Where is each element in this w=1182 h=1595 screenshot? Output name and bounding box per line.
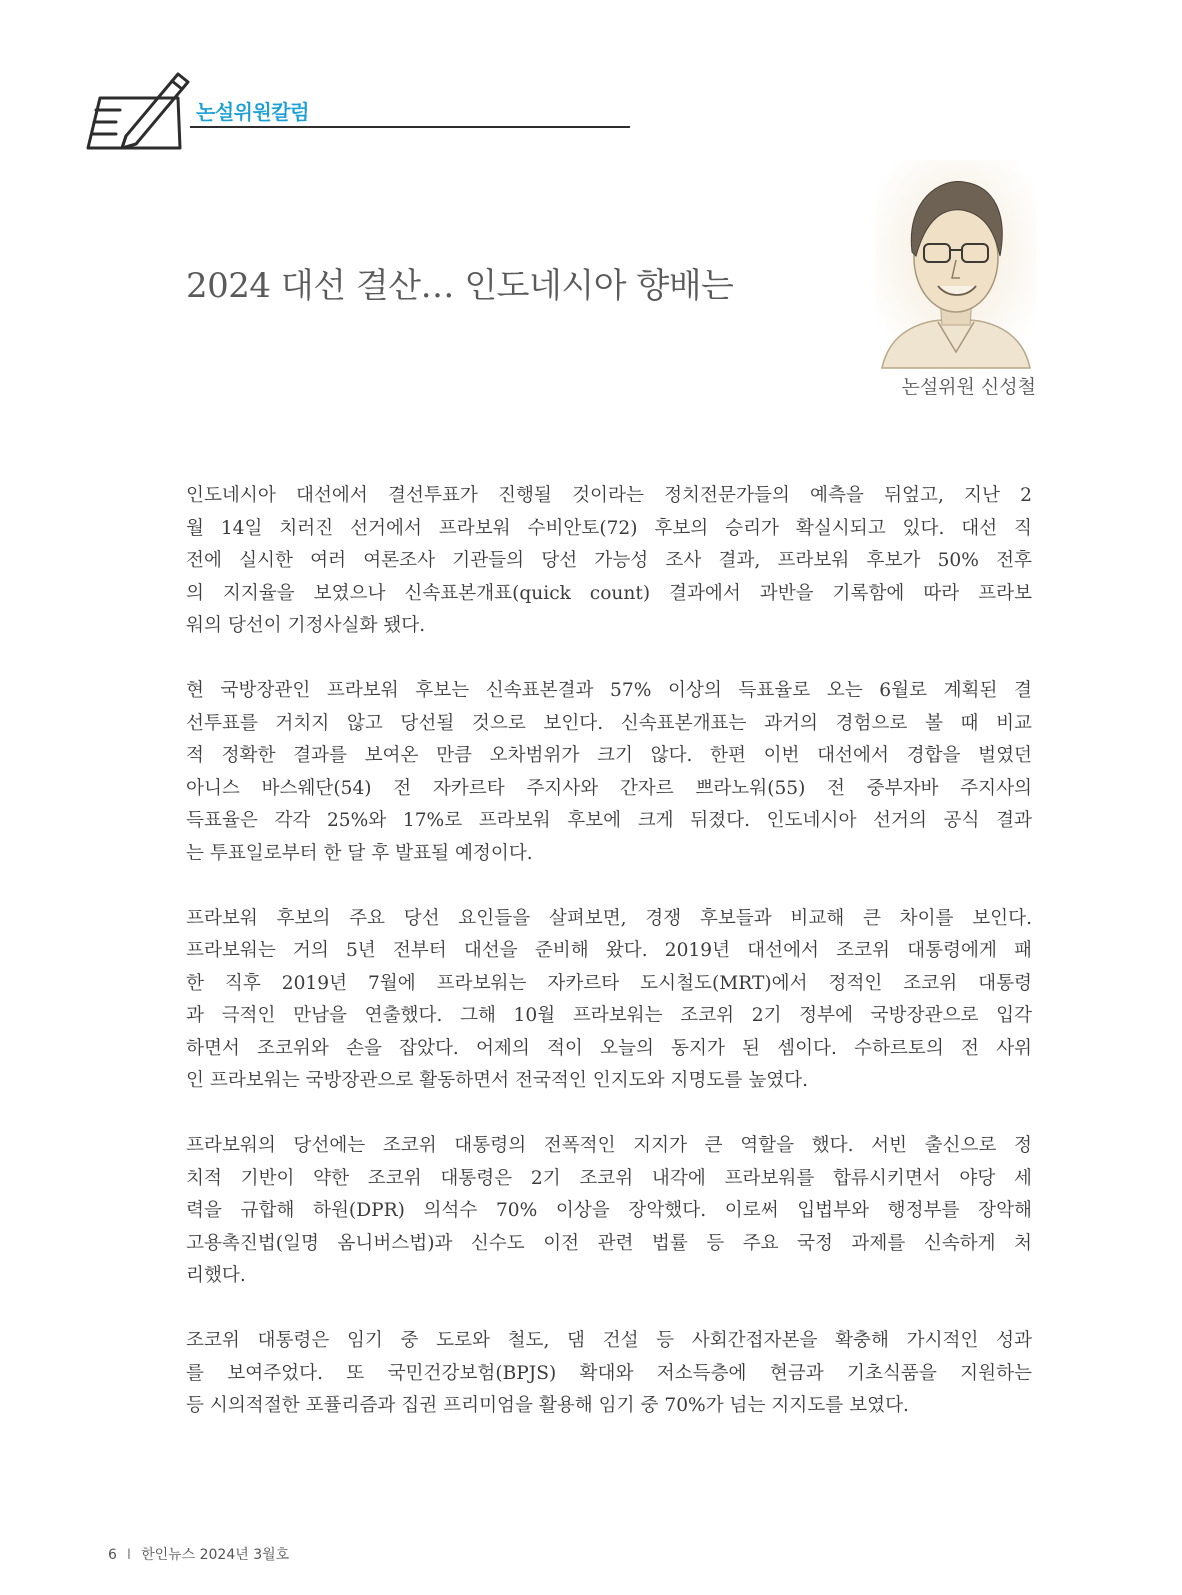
article-paragraph bbox=[186, 903, 1032, 1098]
paragraph-line: 프라보워의 당선에는 조코위 대통령의 전폭적인 지지가 큰 역할을 했다. 서빈 출신으로 정 bbox=[186, 1135, 1032, 1156]
paragraph-line: 고용촉진법(일명 옴니버스법)과 신수도 이전 관련 법률 등 주요 국정 과제를 신속하게 처 bbox=[186, 1232, 1032, 1254]
paragraph-line: 한 직후 2019년 7월에 프라보워는 자카르타 도시철도(MRT)에서 정적인 조코위 대통령 bbox=[186, 972, 1033, 994]
paragraph-line: 조코위 대통령은 임기 중 도로와 철도, 댐 건설 등 사회간접자본을 확충해 가시적인 성과 bbox=[186, 1330, 1032, 1351]
paragraph-line: 를 보여주었다. 또 국민건강보험(BPJS) 확대와 저소득층에 현금과 기초식품을 지원하는 bbox=[186, 1362, 1032, 1384]
paragraph-line: 전에 실시한 여러 여론조사 기관들의 당선 가능성 조사 결과, 프라보워 후보가 50% 전후 bbox=[186, 550, 1032, 571]
paragraph-line: 과 극적인 만남을 연출했다. 그해 10월 프라보워는 조코위 2기 정부에 국방장관으로 입각 bbox=[186, 1005, 1032, 1026]
paragraph-line: 등 시의적절한 포퓰리즘과 집권 프리미엄을 활용해 임기 중 70%가 넘는 지지도를 보였다. bbox=[186, 1395, 909, 1416]
paragraph-line: 력을 규합해 하원(DPR) 의석수 70% 이상을 장악했다. 이로써 입법부와 행정부를 장악해 bbox=[186, 1200, 1032, 1221]
article-body bbox=[186, 480, 1032, 1455]
paragraph-line: 인 프라보워는 국방장관으로 활동하면서 전국적인 인지도와 지명도를 높였다. bbox=[186, 1070, 809, 1091]
page-footer bbox=[108, 1544, 289, 1564]
header-divider bbox=[190, 126, 630, 128]
article-paragraph bbox=[186, 1325, 1032, 1423]
column-header bbox=[86, 64, 546, 154]
paragraph-line: 치적 기반이 약한 조코위 대통령은 2기 조코위 내각에 프라보워를 합류시키면서 야당 세 bbox=[186, 1167, 1032, 1189]
page-number: 6 bbox=[108, 1547, 117, 1563]
paragraph-line: 프라보워 후보의 주요 당선 요인들을 살펴보면, 경쟁 후보들과 비교해 큰 차이를 보인다. bbox=[186, 907, 1032, 929]
article-paragraph bbox=[186, 480, 1032, 643]
author-byline: 논설위원 신성철 bbox=[901, 376, 1036, 398]
paragraph-line: 현 국방장관인 프라보워 후보는 신속표본결과 57% 이상의 득표율로 오는 6월로 계획된 결 bbox=[186, 680, 1032, 701]
paragraph-line: 인도네시아 대선에서 결선투표가 진행될 것이라는 정치전문가들의 예측을 뒤엎고, 지난 2 bbox=[186, 485, 1032, 506]
paragraph-line: 워의 당선이 기정사실화 됐다. bbox=[186, 615, 426, 636]
paragraph-line: 선투표를 거치지 않고 당선될 것으로 보인다. 신속표본개표는 과거의 경험으로 볼 때 비교 bbox=[186, 712, 1032, 734]
publication-name: 한인뉴스 2024년 3월호 bbox=[141, 1547, 290, 1563]
article-title: 2024 대선 결산… 인도네시아 향배는 bbox=[186, 266, 734, 306]
section-label: 논설위원칼럼 bbox=[196, 100, 309, 124]
paragraph-line: 프라보워는 거의 5년 전부터 대선을 준비해 왔다. 2019년 대선에서 조코위 대통령에게 패 bbox=[186, 940, 1032, 961]
author-portrait bbox=[876, 160, 1036, 375]
paragraph-line: 는 투표일로부터 한 달 후 발표될 예정이다. bbox=[186, 842, 533, 864]
article-paragraph bbox=[186, 675, 1032, 870]
paragraph-line: 의 지지율을 보였으나 신속표본개표(quick count) 결과에서 과반을 기록함에 따라 프라보 bbox=[186, 582, 1032, 604]
paragraph-line: 리했다. bbox=[186, 1265, 246, 1286]
paragraph-line: 아니스 바스웨단(54) 전 자카르타 주지사와 간자르 쁘라노워(55) 전 중부자바 주지사의 bbox=[186, 777, 1032, 799]
article-paragraph bbox=[186, 1130, 1032, 1293]
paragraph-line: 하면서 조코위와 손을 잡았다. 어제의 적이 오늘의 동지가 된 셈이다. 수하르토의 전 사위 bbox=[186, 1037, 1032, 1059]
footer-separator: I bbox=[126, 1547, 132, 1563]
paragraph-line: 득표율은 각각 25%와 17%로 프라보워 후보에 크게 뒤졌다. 인도네시아 선거의 공식 결과 bbox=[186, 810, 1032, 831]
paragraph-line: 월 14일 치러진 선거에서 프라보워 수비안토(72) 후보의 승리가 확실시되고 있다. 대선 직 bbox=[186, 517, 1032, 539]
pen-writing-icon bbox=[86, 64, 196, 154]
paragraph-line: 적 정확한 결과를 보여온 만큼 오차범위가 크기 않다. 한편 이번 대선에서 경합을 벌였던 bbox=[186, 745, 1032, 766]
